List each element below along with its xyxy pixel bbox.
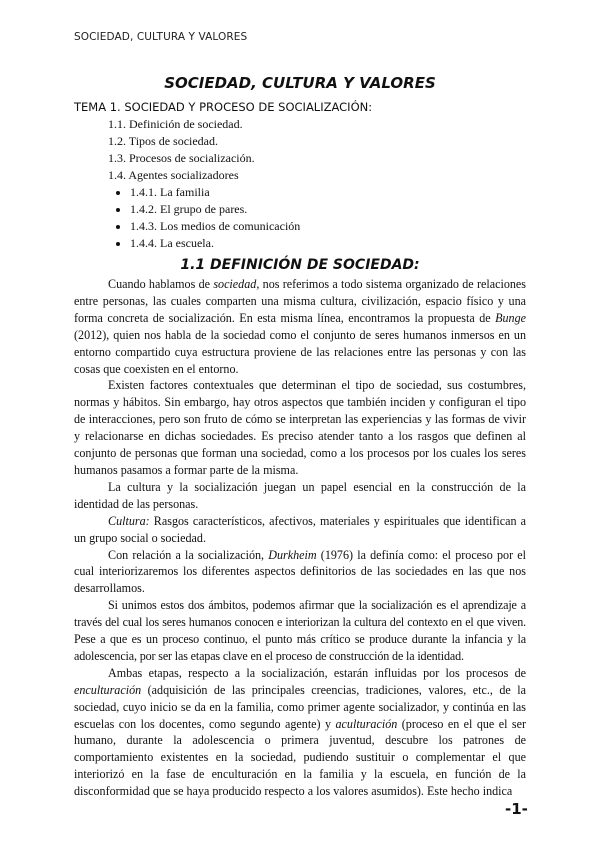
toc-subitem-label: 1.4.3. Los medios de comunicación bbox=[130, 219, 301, 233]
toc-subitem bbox=[108, 218, 300, 235]
paragraph: Ambas etapas, respecto a la socialización, estarán influidas por los procesos de enculturación (adquisición de las principales creencias, tradiciones, valores, etc., de la sociedad, cuyo inicio se da en la familia, como primer agente socializador, y continúa en las escuelas con los docentes, como segundo agente) y aculturación (proceso en el que el ser humano, durante la adolescencia o primera juventud, descubre los patrones de comportamiento existentes en la sociedad, pudiendo sustituir o complementar el que interiorizó en la fase de enculturación en la familia y la escuela, en función de la disconformidad que se haya producido respecto a los valores asumidos). Este hecho indica bbox=[74, 665, 526, 799]
bullet-icon bbox=[116, 242, 120, 246]
toc-item: 1.1. Definición de sociedad. bbox=[108, 117, 243, 131]
toc-item: 1.3. Procesos de socialización. bbox=[108, 151, 255, 165]
bullet-icon bbox=[116, 225, 120, 229]
toc-subitem-label: 1.4.1. La familia bbox=[130, 185, 210, 199]
paragraph: Si unimos estos dos ámbitos, podemos afirmar que la socialización es el aprendizaje a través del cual los seres humanos conocen e interiorizan la cultura del contexto en el que viven. Pese a que es un proceso continuo, el punto más crítico se produce durante la infancia y la adolescencia, por ser las etapas clave en el proceso de construcción de la identidad. bbox=[74, 598, 526, 663]
toc-subitem-label: 1.4.2. El grupo de pares. bbox=[130, 202, 248, 216]
body-text bbox=[74, 276, 526, 800]
topic-heading: TEMA 1. SOCIEDAD Y PROCESO DE SOCIALIZACIÓN: bbox=[74, 100, 373, 114]
toc-subitem bbox=[108, 184, 300, 201]
running-header: SOCIEDAD, CULTURA Y VALORES bbox=[74, 31, 248, 43]
bullet-icon bbox=[116, 191, 120, 195]
toc-subitem-label: 1.4.4. La escuela. bbox=[130, 236, 214, 250]
document-title: SOCIEDAD, CULTURA Y VALORES bbox=[164, 74, 436, 92]
paragraph: La cultura y la socialización juegan un papel esencial en la construcción de la identidad de las personas. bbox=[74, 479, 526, 511]
page-number: -1- bbox=[505, 800, 528, 818]
section-heading: 1.1 DEFINICIÓN DE SOCIEDAD: bbox=[180, 257, 420, 273]
toc-subitem bbox=[108, 201, 300, 218]
table-of-contents bbox=[108, 116, 300, 252]
paragraph: Existen factores contextuales que determinan el tipo de sociedad, sus costumbres, normas y hábitos. Sin embargo, hay otros aspectos que también inciden y configuran el tipo de interacciones, pero son fruto de cómo se interpretan las experiencias y las formas de vivir y relacionarse en dichas sociedades. Es preciso atender tanto a los rasgos que definen al conjunto de personas que forman una sociedad, como a los procesos por los cuales los seres humanos pasamos a formar parte de la misma. bbox=[74, 378, 526, 477]
paragraph: Con relación a la socialización, Durkheim (1976) la definía como: el proceso por el cual interiorizaremos los diferentes aspectos definitorios de las sociedades en las que nos desarrollamos. bbox=[74, 547, 527, 596]
paragraph: Cuando hablamos de sociedad, nos referimos a todo sistema organizado de relaciones entre personas, las cuales comparten una misma cultura, civilización, espacio físico y una forma concreta de socialización. En esta misma línea, encontramos la propuesta de Bunge (2012), quien nos habla de la sociedad como el conjunto de seres humanos inmersos en un entorno compartido cuya estructura proviene de las relaciones entre las personas y con las cosas que coexisten en el entorno. bbox=[74, 277, 526, 376]
paragraph: Cultura: Rasgos característicos, afectivos, materiales y espirituales que identifican a un grupo social o sociedad. bbox=[74, 513, 526, 545]
bullet-icon bbox=[116, 208, 120, 212]
toc-item: 1.2. Tipos de sociedad. bbox=[108, 134, 219, 148]
toc-item: 1.4. Agentes socializadores bbox=[108, 168, 239, 182]
toc-subitem bbox=[108, 235, 300, 252]
